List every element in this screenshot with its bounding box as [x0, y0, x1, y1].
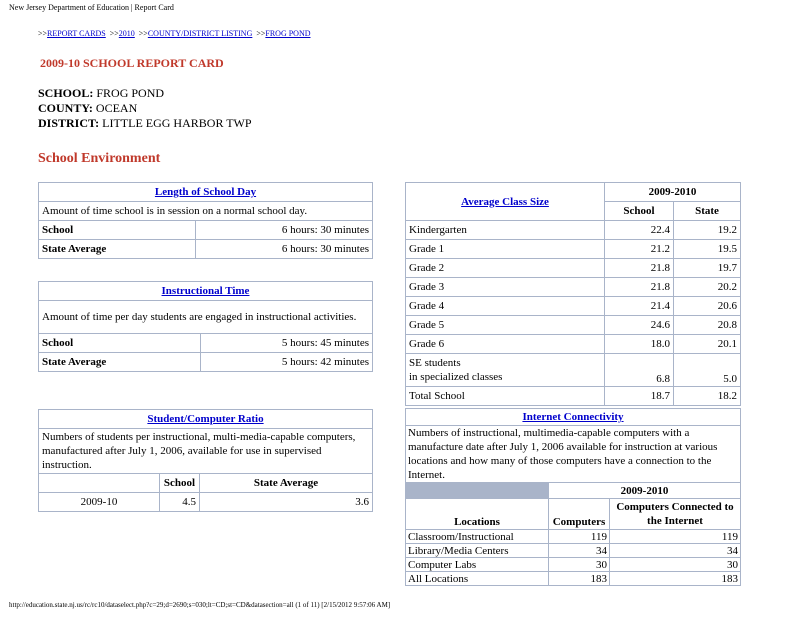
- row-state: 20.6: [674, 297, 740, 315]
- instructional-time-table: [38, 281, 373, 372]
- table-row: [406, 530, 740, 543]
- row-value: 6 hours: 30 minutes: [196, 240, 372, 258]
- row-connected: 183: [610, 572, 740, 585]
- row-label: State Average: [39, 240, 195, 258]
- row-label: Grade 2: [406, 259, 604, 277]
- student-computer-link[interactable]: Student/Computer Ratio: [147, 413, 264, 425]
- row-year: 2009-10: [39, 493, 159, 511]
- table-row: [39, 493, 372, 511]
- se-line-2: in specialized classes: [409, 371, 503, 383]
- length-of-day-table: [38, 182, 373, 259]
- internet-connectivity-table: [405, 408, 741, 586]
- breadcrumb: [38, 29, 311, 38]
- school-line: [38, 86, 252, 101]
- row-school: 18.7: [605, 387, 673, 405]
- col-state: State: [674, 202, 740, 220]
- row-value: 5 hours: 45 minutes: [201, 334, 372, 352]
- county-value: OCEAN: [95, 101, 138, 115]
- row-computers: 30: [549, 558, 609, 571]
- row-connected: 119: [610, 530, 740, 543]
- table-row: [406, 544, 740, 557]
- row-school: 21.4: [605, 297, 673, 315]
- class-size-link[interactable]: Average Class Size: [461, 195, 549, 208]
- table-row: [406, 221, 740, 239]
- blank-cell: [39, 474, 159, 492]
- window-title: New Jersey Department of Education | Report Card: [9, 3, 174, 12]
- row-school: 21.2: [605, 240, 673, 258]
- row-label: Grade 4: [406, 297, 604, 315]
- breadcrumb-sep: >>: [109, 29, 119, 38]
- row-school: 21.8: [605, 259, 673, 277]
- table-row: [406, 335, 740, 353]
- row-label: School: [39, 334, 200, 352]
- row-label: State Average: [39, 353, 200, 371]
- row-school: 24.6: [605, 316, 673, 334]
- table-row: [406, 387, 740, 405]
- row-value: 5 hours: 42 minutes: [201, 353, 372, 371]
- table-row: [39, 334, 372, 352]
- breadcrumb-county-district[interactable]: COUNTY/DISTRICT LISTING: [147, 29, 253, 38]
- row-school: 21.8: [605, 278, 673, 296]
- internet-desc: Numbers of instructional, multimedia-capable computers with a manufacture date after July 1, 2006 available for instruction at various locations and how many of those computers have a connection to the Internet.: [406, 426, 740, 482]
- page-footer-url: http://education.state.nj.us/rc/rc10/dataselect.php?c=29;d=2690;s=030;lt=CD;st=CD&datasection=all (1 of 11) [2/15/2012 9:57:06 AM]: [9, 601, 391, 609]
- col-locations: Locations: [406, 499, 548, 529]
- row-label: Grade 3: [406, 278, 604, 296]
- col-state-average: State Average: [200, 474, 372, 492]
- row-school: 22.4: [605, 221, 673, 239]
- district-value: LITTLE EGG HARBOR TWP: [102, 116, 252, 130]
- row-label: Grade 5: [406, 316, 604, 334]
- table-row: [39, 221, 372, 239]
- table-row: [406, 297, 740, 315]
- length-of-day-desc: Amount of time school is in session on a normal school day.: [39, 202, 372, 220]
- instructional-time-link[interactable]: Instructional Time: [161, 285, 250, 297]
- row-label: Computer Labs: [406, 558, 548, 571]
- row-computers: 34: [549, 544, 609, 557]
- row-state: 19.5: [674, 240, 740, 258]
- row-label: [406, 354, 604, 386]
- row-state: 18.2: [674, 387, 740, 405]
- class-size-year: 2009-2010: [605, 183, 740, 201]
- row-state: 20.8: [674, 316, 740, 334]
- table-row: [406, 354, 740, 386]
- district-line: [38, 116, 252, 131]
- row-label: Kindergarten: [406, 221, 604, 239]
- table-row: [406, 259, 740, 277]
- row-label: Library/Media Centers: [406, 544, 548, 557]
- row-state: 20.2: [674, 278, 740, 296]
- row-school: 6.8: [605, 354, 673, 386]
- student-computer-desc: Numbers of students per instructional, multi-media-capable computers, manufactured after July 1, 2006, available for use in supervised instruction.: [39, 429, 372, 473]
- section-title: School Environment: [38, 151, 161, 166]
- row-state: 20.1: [674, 335, 740, 353]
- row-computers: 119: [549, 530, 609, 543]
- breadcrumb-frog-pond[interactable]: FROG POND: [265, 29, 311, 38]
- breadcrumb-sep: >>: [138, 29, 148, 38]
- table-row: [406, 240, 740, 258]
- se-line-1: SE students: [409, 357, 461, 369]
- breadcrumb-sep: >>: [256, 29, 266, 38]
- row-connected: 34: [610, 544, 740, 557]
- internet-year: 2009-2010: [549, 483, 740, 498]
- district-label: DISTRICT:: [38, 116, 100, 130]
- school-label: SCHOOL:: [38, 86, 94, 100]
- row-state: 19.2: [674, 221, 740, 239]
- row-school: 18.0: [605, 335, 673, 353]
- row-label: All Locations: [406, 572, 548, 585]
- blank-cell: [406, 483, 548, 498]
- class-size-table: [405, 182, 741, 406]
- row-label: Total School: [406, 387, 604, 405]
- table-row: [406, 278, 740, 296]
- table-row: [406, 316, 740, 334]
- school-info: [38, 86, 252, 131]
- row-label: Grade 6: [406, 335, 604, 353]
- breadcrumb-sep: >>: [38, 29, 48, 38]
- length-of-day-link[interactable]: Length of School Day: [154, 186, 257, 198]
- report-card-title: 2009-10 SCHOOL REPORT CARD: [40, 56, 224, 70]
- col-school: School: [160, 474, 199, 492]
- class-size-header: [406, 183, 604, 220]
- row-state: 3.6: [200, 493, 372, 511]
- row-computers: 183: [549, 572, 609, 585]
- table-row: [39, 240, 372, 258]
- row-value: 6 hours: 30 minutes: [196, 221, 372, 239]
- row-label: Classroom/Instructional: [406, 530, 548, 543]
- student-computer-table: [38, 409, 373, 512]
- col-school: School: [605, 202, 673, 220]
- internet-link[interactable]: Internet Connectivity: [522, 411, 624, 423]
- row-state: 19.7: [674, 259, 740, 277]
- breadcrumb-report-cards[interactable]: REPORT CARDS: [47, 29, 106, 38]
- county-line: [38, 101, 252, 116]
- row-school: 4.5: [160, 493, 199, 511]
- breadcrumb-2010[interactable]: 2010: [118, 29, 135, 38]
- table-row: [406, 572, 740, 585]
- school-value: FROG POND: [96, 86, 165, 100]
- row-label: School: [39, 221, 195, 239]
- instructional-time-header: [39, 282, 372, 300]
- length-of-day-header: [39, 183, 372, 201]
- student-computer-header: [39, 410, 372, 428]
- row-connected: 30: [610, 558, 740, 571]
- col-connected: Computers Connected to the Internet: [610, 499, 740, 529]
- row-state: 5.0: [674, 354, 740, 386]
- table-row: [406, 558, 740, 571]
- col-computers: Computers: [549, 499, 609, 529]
- row-label: Grade 1: [406, 240, 604, 258]
- county-label: COUNTY:: [38, 101, 93, 115]
- internet-header: [406, 409, 740, 425]
- instructional-time-desc: Amount of time per day students are engaged in instructional activities.: [39, 301, 372, 333]
- table-row: [39, 353, 372, 371]
